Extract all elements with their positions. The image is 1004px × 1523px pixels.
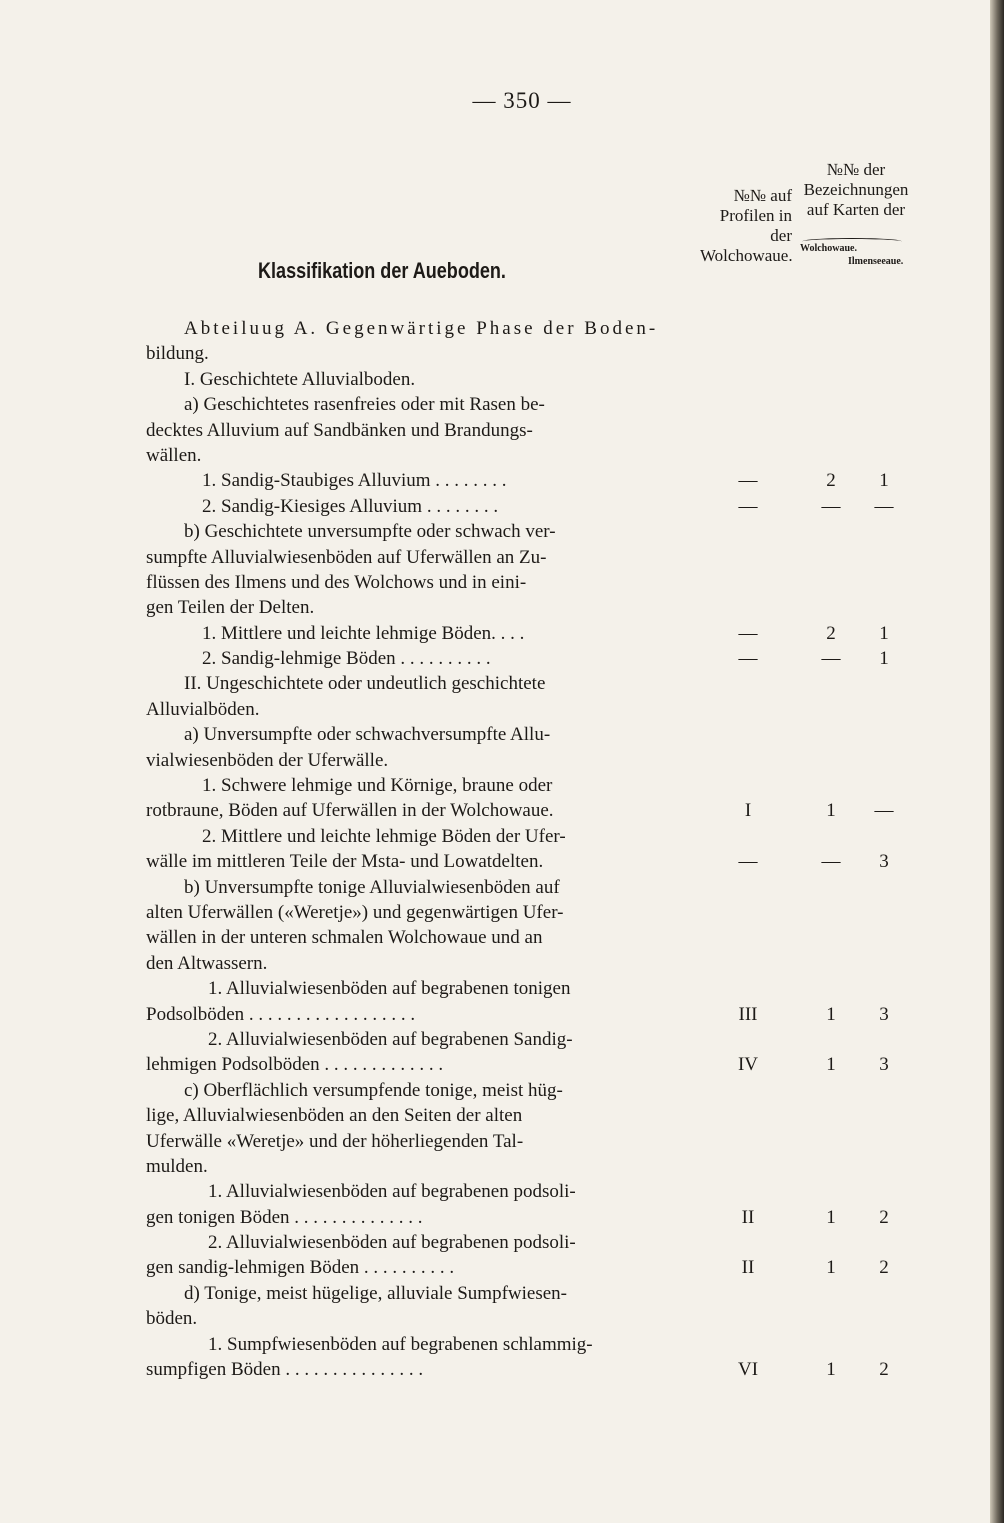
table-row bbox=[146, 722, 906, 747]
header-sub-ilmen: Ilmenseeaue. bbox=[848, 256, 904, 267]
table-row bbox=[146, 1129, 906, 1154]
row-text: wällen. bbox=[146, 444, 202, 466]
row-c3: — bbox=[874, 495, 894, 517]
row-text: Podsolböden . . . . . . . . . . . . . . . . . . bbox=[146, 1003, 416, 1025]
row-c2: 2 bbox=[826, 470, 836, 492]
table-row bbox=[146, 875, 906, 900]
table-row bbox=[146, 545, 906, 570]
classification-table bbox=[146, 316, 906, 1382]
table-row bbox=[146, 519, 906, 544]
table-row bbox=[146, 316, 906, 341]
table-row bbox=[146, 1255, 906, 1280]
row-text: gen sandig-lehmigen Böden . . . . . . . . . . bbox=[146, 1257, 455, 1279]
row-text: rotbraune, Böden auf Uferwällen in der Wolchowaue. bbox=[146, 800, 554, 822]
row-text: 1. Schwere lehmige und Körnige, braune oder bbox=[202, 775, 553, 797]
row-text: lige, Alluvialwiesenböden an den Seiten der alten bbox=[146, 1105, 523, 1127]
row-c1: — bbox=[738, 648, 758, 670]
table-row bbox=[146, 697, 906, 722]
row-c1: III bbox=[738, 1003, 758, 1025]
row-c2: 1 bbox=[826, 1003, 836, 1025]
table-row bbox=[146, 468, 906, 493]
row-text: gen tonigen Böden . . . . . . . . . . . . . . bbox=[146, 1206, 423, 1228]
row-c3: 2 bbox=[879, 1257, 889, 1279]
row-c3: 3 bbox=[879, 1054, 889, 1076]
row-text: 2. Mittlere und leichte lehmige Böden der Ufer- bbox=[202, 825, 566, 847]
row-text: böden. bbox=[146, 1308, 198, 1330]
table-row bbox=[146, 443, 906, 468]
row-text: Abteiluug A. Gegenwärtige Phase der Boden- bbox=[184, 318, 659, 339]
table-row bbox=[146, 951, 906, 976]
table-row bbox=[146, 367, 906, 392]
row-text: I. Geschichtete Alluvialboden. bbox=[184, 368, 416, 390]
table-row bbox=[146, 671, 906, 696]
row-text: a) Geschichtetes rasenfreies oder mit Rasen be- bbox=[184, 394, 545, 416]
table-row bbox=[146, 798, 906, 823]
table-row bbox=[146, 1357, 906, 1382]
row-c2: 1 bbox=[826, 1359, 836, 1381]
table-row bbox=[146, 1052, 906, 1077]
row-text: alten Uferwällen («Weretje») und gegenwärtigen Ufer- bbox=[146, 901, 564, 923]
row-text: den Altwassern. bbox=[146, 952, 268, 974]
row-text: II. Ungeschichtete oder undeutlich geschichtete bbox=[184, 673, 546, 695]
row-text: mulden. bbox=[146, 1155, 208, 1177]
row-text: c) Oberflächlich versumpfende tonige, meist hüg- bbox=[184, 1079, 563, 1101]
table-row bbox=[146, 1103, 906, 1128]
header-profiles: №№ auf Profilen in der Wolchowaue. bbox=[700, 186, 793, 265]
row-c2: 2 bbox=[826, 622, 836, 644]
row-c3: 3 bbox=[879, 1003, 889, 1025]
row-text: sumpfte Alluvialwiesenböden auf Uferwällen an Zu- bbox=[146, 546, 547, 568]
row-text: 2. Sandig-Kiesiges Alluvium . . . . . . . . bbox=[202, 495, 499, 517]
row-text: 2. Alluvialwiesenböden auf begrabenen podsoli- bbox=[208, 1232, 576, 1254]
table-row bbox=[146, 1027, 906, 1052]
row-c1: IV bbox=[737, 1054, 759, 1076]
row-c2: — bbox=[821, 495, 841, 517]
table-row bbox=[146, 976, 906, 1001]
table-row bbox=[146, 925, 906, 950]
table-row bbox=[146, 341, 906, 366]
section-title: Klassifikation der Aueboden. bbox=[258, 258, 506, 283]
table-row bbox=[146, 1230, 906, 1255]
row-c1: VI bbox=[737, 1359, 759, 1381]
row-c1: I bbox=[744, 800, 752, 822]
table-row bbox=[146, 773, 906, 798]
row-c3: 2 bbox=[879, 1206, 889, 1228]
row-text: 2. Sandig-lehmige Böden . . . . . . . . . . bbox=[202, 648, 491, 670]
table-row bbox=[146, 1154, 906, 1179]
row-text: wällen in der unteren schmalen Wolchowaue und an bbox=[146, 927, 543, 949]
header-map-marks: №№ der Bezeichnungen auf Karten der bbox=[803, 160, 909, 219]
table-row bbox=[146, 494, 906, 519]
row-text: d) Tonige, meist hügelige, alluviale Sumpfwiesen- bbox=[184, 1282, 567, 1304]
row-c1: II bbox=[741, 1257, 755, 1279]
row-c3: 1 bbox=[879, 622, 889, 644]
row-text: gen Teilen der Delten. bbox=[146, 597, 315, 619]
row-text: flüssen des Ilmens und des Wolchows und in eini- bbox=[146, 571, 527, 593]
row-text: lehmigen Podsolböden . . . . . . . . . . . . . bbox=[146, 1054, 444, 1076]
row-c2: — bbox=[821, 648, 841, 670]
table-row bbox=[146, 621, 906, 646]
table-row bbox=[146, 849, 906, 874]
table-row bbox=[146, 418, 906, 443]
table-row bbox=[146, 900, 906, 925]
row-c3: 1 bbox=[879, 470, 889, 492]
table-row bbox=[146, 824, 906, 849]
row-text: Uferwälle «Weretje» und der höherliegenden Tal- bbox=[146, 1130, 524, 1152]
table-row bbox=[146, 595, 906, 620]
row-c1: — bbox=[738, 851, 758, 873]
row-text: 1. Sandig-Staubiges Alluvium . . . . . . . . bbox=[202, 470, 507, 492]
page-number: — 350 — bbox=[472, 88, 572, 113]
row-text: wälle im mittleren Teile der Msta- und Lowatdelten. bbox=[146, 851, 544, 873]
row-text: Alluvialböden. bbox=[146, 698, 260, 720]
row-text: 1. Mittlere und leichte lehmige Böden. . . . bbox=[202, 622, 525, 644]
table-row bbox=[146, 646, 906, 671]
row-c2: 1 bbox=[826, 1206, 836, 1228]
table-row bbox=[146, 1332, 906, 1357]
row-c1: — bbox=[738, 622, 758, 644]
row-c2: 1 bbox=[826, 800, 836, 822]
row-text: 1. Alluvialwiesenböden auf begrabenen tonigen bbox=[208, 978, 571, 1000]
table-row bbox=[146, 1179, 906, 1204]
row-text: 2. Alluvialwiesenböden auf begrabenen Sandig- bbox=[208, 1028, 573, 1050]
table-row bbox=[146, 392, 906, 417]
row-c2: 1 bbox=[826, 1257, 836, 1279]
row-c3: 2 bbox=[879, 1359, 889, 1381]
row-text: b) Geschichtete unversumpfte oder schwach ver- bbox=[184, 521, 556, 543]
table-row bbox=[146, 570, 906, 595]
row-text: a) Unversumpfte oder schwachversumpfte Allu- bbox=[184, 724, 551, 746]
row-text: 1. Alluvialwiesenböden auf begrabenen podsoli- bbox=[208, 1181, 576, 1203]
row-c3: 1 bbox=[879, 648, 889, 670]
table-row bbox=[146, 1205, 906, 1230]
row-c1: II bbox=[741, 1206, 755, 1228]
row-text: b) Unversumpfte tonige Alluvialwiesenböden auf bbox=[184, 876, 560, 898]
row-c1: — bbox=[738, 495, 758, 517]
row-text: bildung. bbox=[146, 343, 209, 365]
table-row bbox=[146, 1002, 906, 1027]
row-c3: — bbox=[874, 800, 894, 822]
table-row bbox=[146, 1306, 906, 1331]
row-c2: — bbox=[821, 851, 841, 873]
row-text: vialwiesenböden der Uferwälle. bbox=[146, 749, 389, 771]
page-edge bbox=[990, 0, 1004, 1523]
row-c3: 3 bbox=[879, 851, 889, 873]
row-text: 1. Sumpfwiesenböden auf begrabenen schlammig- bbox=[208, 1333, 593, 1355]
table-row bbox=[146, 748, 906, 773]
row-text: sumpfigen Böden . . . . . . . . . . . . . . . bbox=[146, 1359, 424, 1381]
table-row bbox=[146, 1281, 906, 1306]
header-sub-wolchow: Wolchowaue. bbox=[800, 243, 857, 254]
row-c1: — bbox=[738, 470, 758, 492]
row-c2: 1 bbox=[826, 1054, 836, 1076]
table-row bbox=[146, 1078, 906, 1103]
row-text: decktes Alluvium auf Sandbänken und Brandungs- bbox=[146, 419, 533, 441]
